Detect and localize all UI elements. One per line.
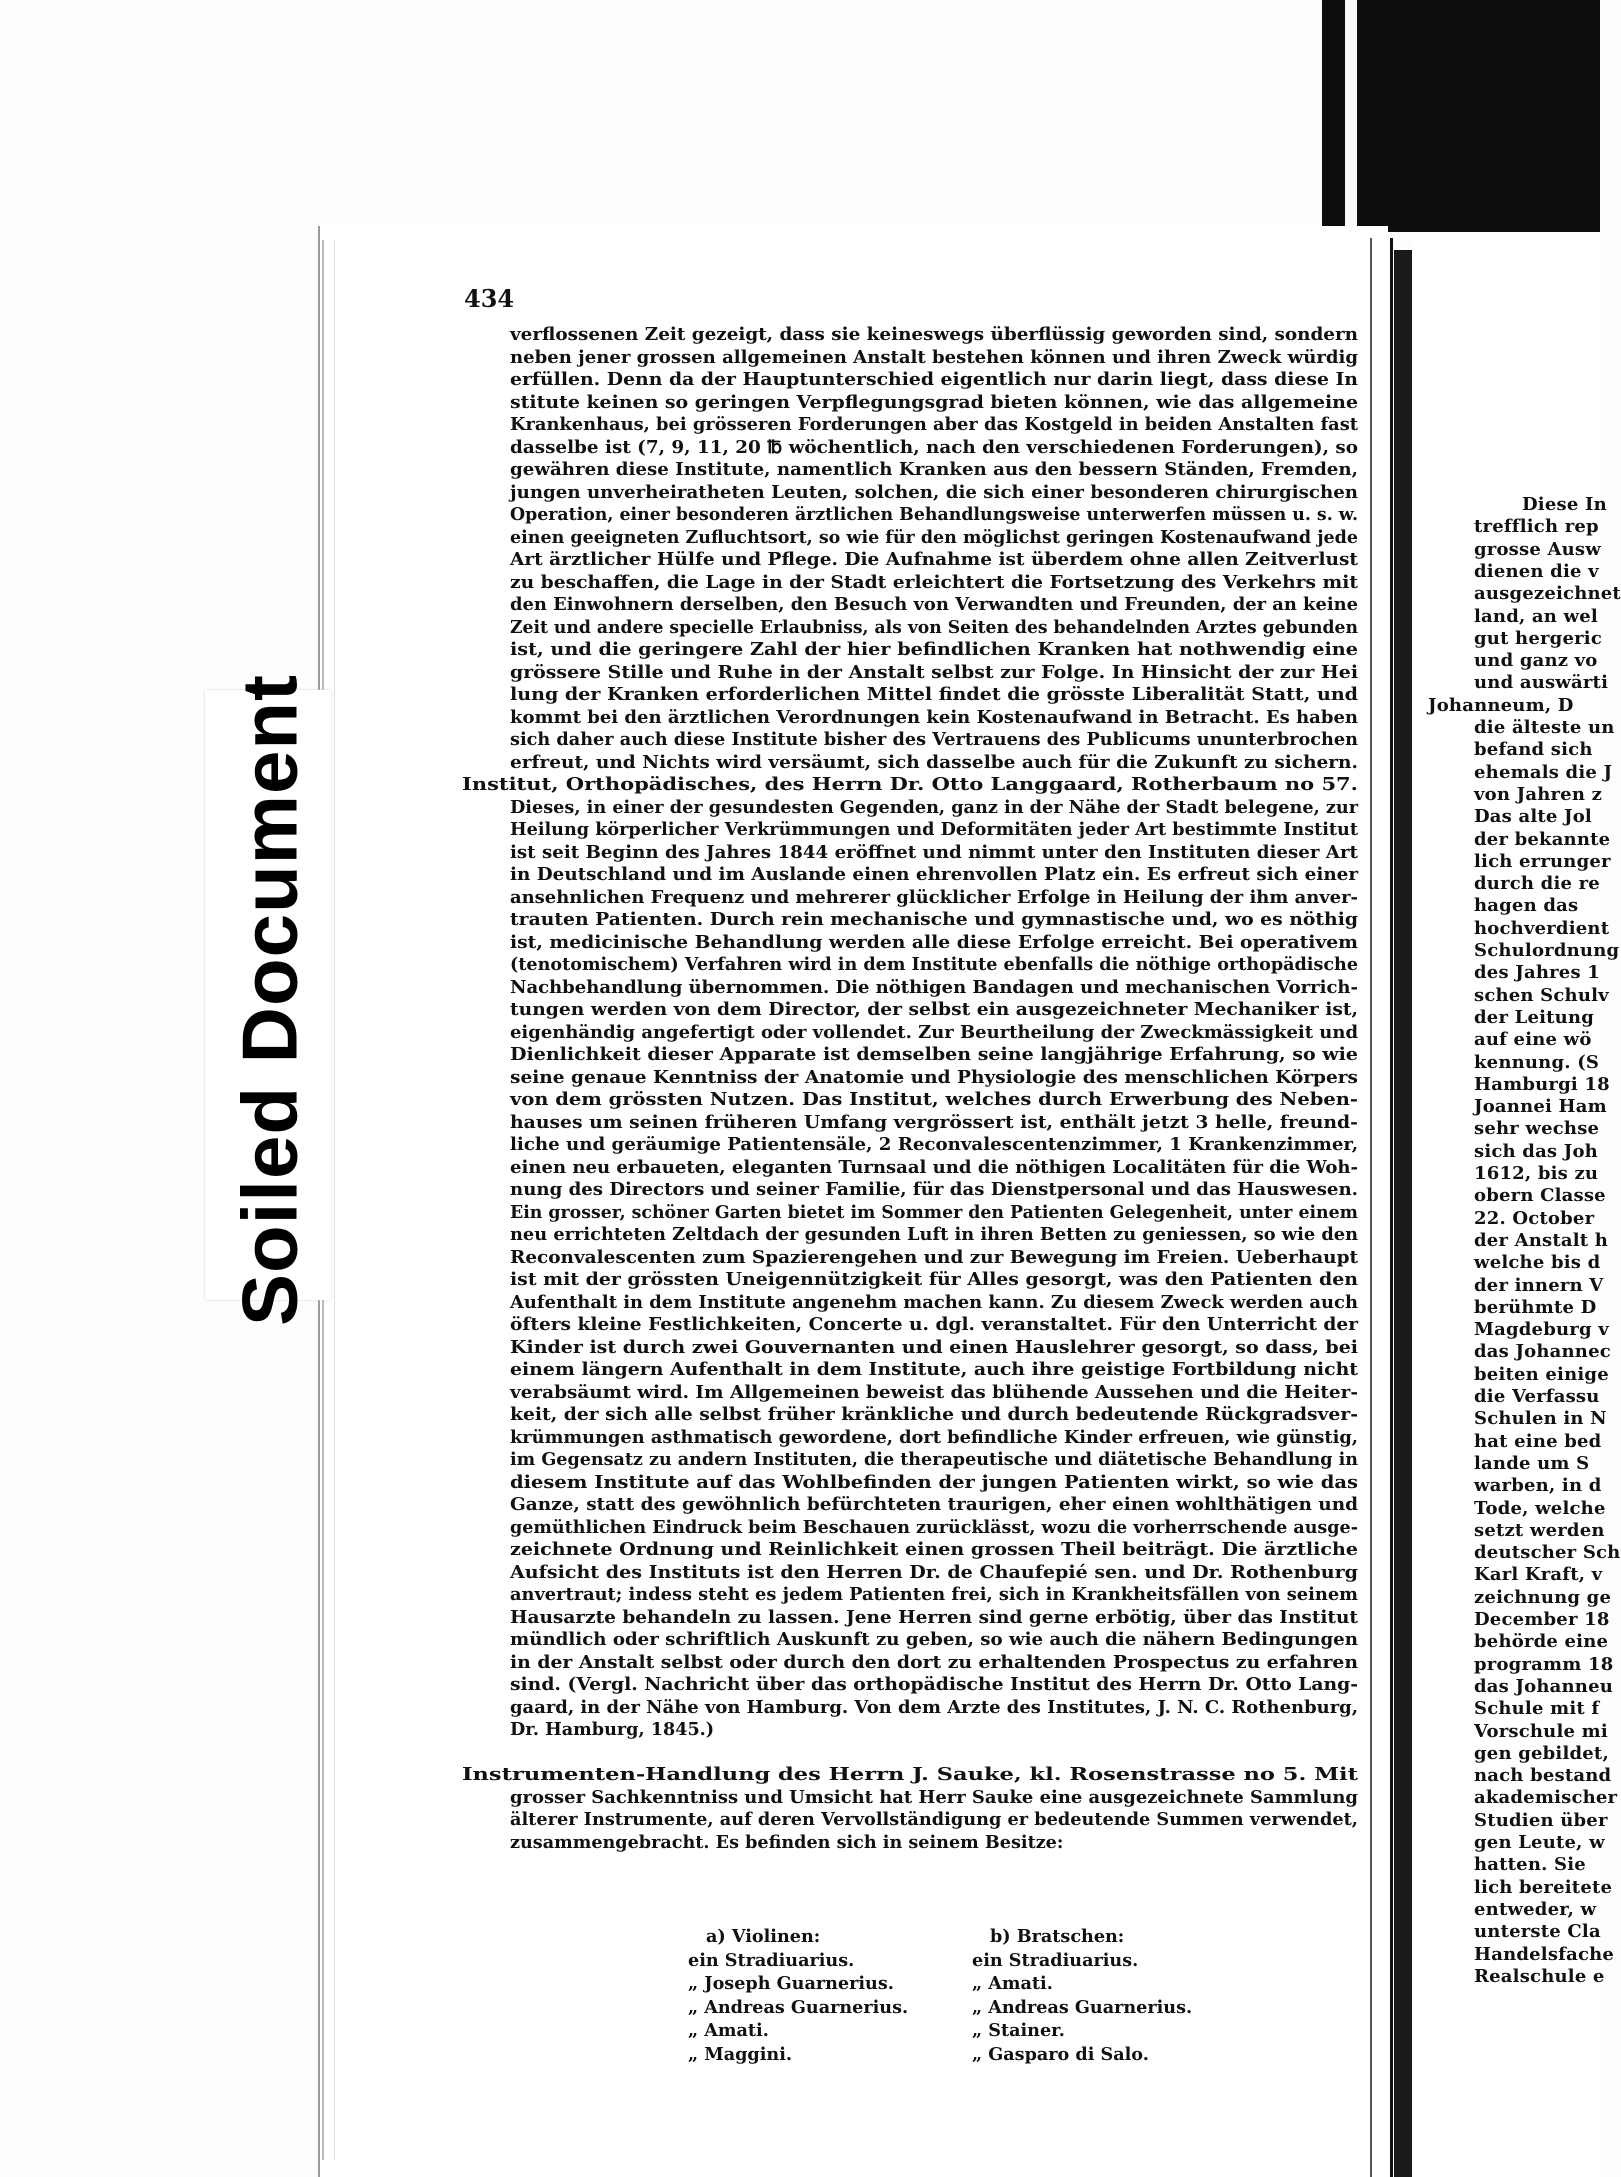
text-line: gaard, in der Nähe von Hamburg. Von dem Arzte des Institutes, J. N. C. Rothenburg, [510, 1696, 1358, 1718]
text-line: sich daher auch diese Institute bisher des Vertrauens des Publicums ununterbrochen [510, 729, 1358, 750]
right-page-text-line: warben, in d [1474, 1475, 1602, 1497]
text-line: grosser Sachkenntniss und Umsicht hat Herr Sauke eine ausgezeichnete Sammlung [510, 1786, 1358, 1808]
text-line: in der Anstalt selbst oder durch den dort zu erhaltenden Prospectus zu erfahren [510, 1651, 1358, 1673]
text-line: Hausarzte behandeln zu lassen. Jene Herren sind gerne erbötig, über das Institut [510, 1606, 1358, 1628]
text-line: keit, der sich alle selbst früher kränkliche und durch bedeutende Rückgradsver- [510, 1404, 1358, 1425]
text-line: sind. (Vergl. Nachricht über das orthopädische Institut des Herrn Dr. Otto Lang- [510, 1674, 1359, 1695]
right-page-text-line: schen Schulv [1474, 984, 1609, 1006]
page-number: 434 [464, 284, 515, 313]
text-line: zu beschaffen, die Lage in der Stadt erleichtert die Fortsetzung des Verkehrs mit [510, 571, 1358, 593]
right-page-text-line: nach bestand [1474, 1765, 1612, 1787]
text-line: Zeit und andere specielle Erlaubniss, als von Seiten des behandelnden Arztes gebunden [510, 616, 1358, 638]
right-page-text-line: Realschule e [1474, 1965, 1605, 1987]
text-line: liche und geräumige Patientensäle, 2 Reconvalescentenzimmer, 1 Krankenzimmer, [510, 1134, 1359, 1155]
text-line: stitute keinen so geringen Verpflegungsgrad bieten können, wie das allgemeine [510, 391, 1358, 413]
text-line: einen geeigneten Zufluchtsort, so wie für den möglichst geringen Kostenaufwand jede [510, 526, 1359, 548]
right-page-text-line: Karl Kraft, v [1474, 1564, 1603, 1586]
text-line: Kinder ist durch zwei Gouvernanten und einen Hauslehrer gesorgt, so dass, bei [510, 1336, 1359, 1358]
right-page-text-line: hatten. Sie [1474, 1854, 1586, 1876]
right-page-text-line: hagen das [1474, 895, 1579, 917]
text-line: mündlich oder schriftlich Auskunft zu geben, so wie auch die nähern Bedingungen [510, 1629, 1358, 1650]
right-page-text-line: Schulen in N [1474, 1408, 1607, 1430]
scan-background-strip [1345, 0, 1357, 232]
right-page-text-line: gen Leute, w [1474, 1832, 1605, 1853]
text-line: ist mit der grössten Uneigennützigkeit für Alles gesorgt, was den Patienten den [510, 1269, 1359, 1290]
text-line: diesem Institute auf das Wohlbefinden der jungen Patienten wirkt, so wie das [510, 1471, 1358, 1493]
text-line: neu errichteten Zeltdach der gesunden Luft in ihren Betten zu geniessen, so wie den [510, 1224, 1359, 1245]
right-page-text-line: durch die re [1474, 873, 1600, 895]
instrument-list-item: „ Andreas Guarnerius. [972, 1996, 1193, 2018]
right-page-text-line: gen gebildet, [1474, 1742, 1609, 1764]
right-page-text-line: beiten einige [1474, 1363, 1609, 1385]
right-page-text-line: die Verfassu [1474, 1386, 1600, 1407]
right-page-text-line: lich errunger [1474, 850, 1611, 872]
text-line: einen neu erbaueten, eleganten Turnsaal und die nöthigen Localitäten für die Woh- [510, 1156, 1358, 1178]
text-line: Art ärztlicher Hülfe und Pflege. Die Aufnahme ist überdem ohne allen Zeitverlust [510, 549, 1358, 570]
text-line: Operation, einer besonderen ärztlichen Behandlungsweise unterwerfen müssen u. s. w. [510, 504, 1358, 525]
text-line: gewähren diese Institute, namentlich Kranken aus den bessern Ständen, Fremden, [510, 459, 1358, 480]
right-page-text-line: obern Classe [1474, 1185, 1606, 1207]
right-page-text-line: ehemals die J [1474, 761, 1613, 783]
text-line: eigenhändig angefertigt oder vollendet. Zur Beurtheilung der Zweckmässigkeit und [510, 1021, 1359, 1043]
instrument-list-item: „ Maggini. [688, 2043, 793, 2065]
text-line: erfüllen. Denn da der Hauptunterschied eigentlich nur darin liegt, dass diese In [510, 369, 1358, 390]
right-page-text-line: Magdeburg v [1474, 1319, 1609, 1341]
text-line: tungen werden von dem Director, der selbst ein ausgezeichneter Mechaniker ist, [510, 999, 1359, 1020]
right-page-text-line: der innern V [1474, 1274, 1604, 1296]
right-page-text-line: dienen die v [1474, 560, 1599, 582]
text-line: gemüthlichen Eindruck beim Beschauen zurücklässt, wozu die vorherrschende ausge- [510, 1516, 1358, 1538]
text-line: zeichnete Ordnung und Reinlichkeit einen grossen Theil beiträgt. Die ärztliche [510, 1539, 1358, 1560]
text-line: hauses um seinen früheren Umfang vergrössert ist, enthält jetzt 3 helle, freund- [510, 1111, 1358, 1133]
text-line: Nachbehandlung übernommen. Die nöthigen Bandagen und mechanischen Vorrich- [510, 976, 1358, 998]
right-page-text-line: Schulordnung [1474, 940, 1620, 961]
instrument-list-item: „ Stainer. [972, 2020, 1065, 2041]
right-page-text-line: lich bereitete [1474, 1876, 1613, 1898]
right-page-text-line: der Anstalt h [1474, 1229, 1609, 1251]
right-page-text-line: kennung. (S [1474, 1051, 1600, 1073]
text-line: älterer Instrumente, auf deren Vervollständigung er bedeutende Summen verwendet, [510, 1809, 1358, 1830]
text-line: anvertraut; indess steht es jedem Patienten frei, sich in Krankheitsfällen von seinem [510, 1584, 1358, 1605]
watermark-label: Soiled Document [225, 673, 314, 1327]
right-page-text-line: der bekannte [1474, 828, 1611, 850]
text-line: kommt bei den ärztlichen Verordnungen kein Kostenaufwand in Betracht. Es haben [510, 706, 1359, 728]
right-page-text-line: Schule mit f [1474, 1698, 1600, 1720]
right-page-text-line: befand sich [1474, 739, 1593, 761]
right-page-text-line: hochverdient [1474, 917, 1610, 939]
text-line: Reconvalescenten zum Spazierengehen und zur Bewegung im Freien. Ueberhaupt [510, 1246, 1358, 1268]
instrument-list-item: „ Joseph Guarnerius. [688, 1973, 894, 1994]
right-page-text-line: Hamburgi 18 [1474, 1073, 1610, 1095]
right-page-text-line: auf eine wö [1474, 1029, 1592, 1051]
right-page-text-line: von Jahren z [1474, 783, 1602, 805]
text-line: grössere Stille und Ruhe in der Anstalt selbst zur Folge. In Hinsicht der zur Hei [510, 661, 1358, 683]
text-line: im Gegensatz zu andern Instituten, die therapeutische und diätetische Behandlung in [510, 1449, 1358, 1470]
text-line: Dr. Hamburg, 1845.) [510, 1719, 715, 1740]
instrument-list-item: „ Gasparo di Salo. [972, 2043, 1149, 2065]
right-page-text-line: 22. October [1474, 1207, 1595, 1229]
text-line: von dem grössten Nutzen. Das Institut, welches durch Erwerbung des Neben- [510, 1089, 1358, 1110]
right-page-text-line: Das alte Jol [1474, 806, 1592, 828]
text-line: Aufsicht des Instituts ist den Herren Dr. de Chaufepié sen. und Dr. Rothenburg [510, 1561, 1358, 1583]
text-line: Heilung körperlicher Verkrümmungen und Deformitäten jeder Art bestimmte Institut [510, 819, 1358, 840]
instrument-list-item: „ Andreas Guarnerius. [688, 1996, 909, 2018]
right-page-text-line: und ganz vo [1474, 650, 1598, 672]
text-line: krümmungen asthmatisch gewordene, dort befindliche Kinder erfreuen, wie günstig, [510, 1426, 1358, 1448]
text-line: zusammengebracht. Es befinden sich in seinem Besitze: [510, 1831, 1064, 1853]
right-page-text-line: ausgezeichnet [1474, 583, 1621, 605]
right-page-text-line: des Jahres 1 [1474, 962, 1600, 984]
right-page-text-line: Joannei Ham [1474, 1096, 1607, 1118]
text-line: verflossenen Zeit gezeigt, dass sie keineswegs überflüssig geworden sind, sondern [510, 324, 1359, 345]
text-line: ansehnlichen Frequenz und mehrerer glücklicher Erfolge in Heilung der ihm anver- [510, 886, 1359, 908]
scan-background-strip [1391, 0, 1600, 232]
text-line: Dienlichkeit dieser Apparate ist demselben seine langjährige Erfahrung, so wie [510, 1044, 1359, 1065]
right-page-text-line: 1612, bis zu [1474, 1163, 1599, 1184]
right-page-text-line: das Johanneu [1474, 1675, 1614, 1697]
text-line: Ein grosser, schöner Garten bietet im Sommer den Patienten Gelegenheit, unter einem [510, 1201, 1359, 1223]
right-page-text-line: land, an wel [1474, 605, 1598, 627]
instrument-list-item: „ Amati. [972, 1973, 1053, 1994]
right-page-text-line: gut hergeric [1474, 627, 1602, 649]
text-line: nung des Directors und seiner Familie, für das Dienstpersonal und das Hauswesen. [510, 1179, 1358, 1200]
text-line: trauten Patienten. Durch rein mechanische und gymnastische und, wo es nöthig [510, 909, 1358, 930]
right-page-text-line: sich das Joh [1474, 1140, 1598, 1162]
text-line: in Deutschland und im Auslande einen ehrenvollen Platz ein. Es erfreut sich einer [510, 864, 1359, 885]
right-page-text-line: der Leitung [1474, 1006, 1595, 1028]
text-line: jungen unverheiratheten Leuten, solchen, die sich einer besonderen chirurgischen [510, 481, 1359, 503]
right-page-text-line: zeichnung ge [1474, 1586, 1612, 1608]
instrument-list-item: ein Stradiuarius. [972, 1949, 1139, 1971]
text-line: ist seit Beginn des Jahres 1844 eröffnet und nimmt unter den Instituten dieser Art [510, 841, 1358, 863]
text-line: einem längern Aufenthalt in dem Institute, auch ihre geistige Fortbildung nicht [510, 1359, 1359, 1380]
text-line: dasselbe ist (7, 9, 11, 20 ℔ wöchentlich, nach den verschiedenen Forderungen), so [510, 436, 1358, 458]
right-page-text-line: December 18 [1474, 1609, 1610, 1630]
right-page-text-line: setzt werden [1474, 1519, 1605, 1541]
right-page-text-line: lande um S [1474, 1452, 1590, 1474]
instrument-list-item: „ Amati. [688, 2020, 769, 2041]
right-page-text-line: das Johannec [1474, 1341, 1611, 1363]
text-line: neben jener grossen allgemeinen Anstalt bestehen können und ihren Zweck würdig [510, 346, 1358, 368]
text-line: verabsäumt wird. Im Allgemeinen beweist das blühende Aussehen und die Heiter- [510, 1381, 1358, 1403]
text-line: ist, medicinische Behandlung werden alle diese Erfolge erreicht. Bei operativem [510, 931, 1358, 953]
right-page-text-line: trefflich rep [1474, 516, 1599, 538]
right-page-text-line: entweder, w [1474, 1898, 1597, 1920]
right-page-text-line: Studien über [1474, 1809, 1608, 1831]
right-page-text-line: Johanneum, D [1428, 694, 1574, 716]
text-line: Institut, Orthopädisches, des Herrn Dr. Otto Langgaard, Rotherbaum no 57. [462, 774, 1358, 795]
text-line: erfreut, und Nichts wird versäumt, sich dasselbe auch für die Zukunft zu sichern. [510, 751, 1358, 773]
right-page-text-line: programm 18 [1474, 1653, 1614, 1675]
text-line: seine genaue Kenntniss der Anatomie und Physiologie des menschlichen Körpers [510, 1066, 1358, 1088]
text-line: Dieses, in einer der gesundesten Gegenden, ganz in der Nähe der Stadt belegene, zur [510, 796, 1359, 818]
right-page-text-line: und auswärti [1474, 672, 1609, 694]
text-line: den Einwohnern derselben, den Besuch von Verwandten und Freunden, der an keine [510, 594, 1358, 615]
book-gutter [1370, 238, 1393, 2177]
right-page-text-line: berühmte D [1474, 1296, 1597, 1318]
right-page-text-line: welche bis d [1474, 1252, 1601, 1274]
right-page-text-line: deutscher Sch [1474, 1542, 1621, 1564]
right-page-text-line: unterste Cla [1474, 1921, 1601, 1943]
right-page-text-line: hat eine bed [1474, 1430, 1602, 1452]
right-page-text-line: Handelsfache [1474, 1943, 1615, 1965]
instrument-list-item: ein Stradiuarius. [688, 1949, 855, 1971]
text-line: Ganze, statt des gewöhnlich befürchteten traurigen, eher einen wohlthätigen und [510, 1494, 1359, 1515]
instrument-list-item: b) Bratschen: [990, 1926, 1125, 1947]
text-line: Instrumenten-Handlung des Herrn J. Sauke, kl. Rosenstrasse no 5. Mit [462, 1764, 1358, 1785]
right-page-text-line: Tode, welche [1474, 1497, 1606, 1519]
text-line: lung der Kranken erforderlichen Mittel findet die grösste Liberalität Statt, und [510, 684, 1359, 705]
right-page [1412, 238, 1621, 2177]
instrument-list-item: a) Violinen: [706, 1926, 821, 1947]
text-line: Krankenhaus, bei grösseren Forderungen aber das Kostgeld in beiden Anstalten fast [510, 414, 1359, 435]
right-page-text-line: die älteste un [1474, 717, 1615, 738]
right-page-text-line: grosse Ausw [1474, 538, 1601, 560]
gutter-shadow [1394, 250, 1412, 2177]
scan-background-strip [1322, 0, 1345, 232]
scan-background-strip [1357, 0, 1391, 232]
text-line: (tenotomischem) Verfahren wird in dem Institute ebenfalls die nöthige orthopädische [510, 954, 1359, 975]
right-page-text-line: Diese In [1522, 494, 1607, 515]
right-page-text-line: akademischer [1474, 1787, 1618, 1809]
right-page-text-line: behörde eine [1474, 1631, 1609, 1653]
right-page-text-line: Vorschule mi [1474, 1720, 1608, 1742]
right-page-text-line: sehr wechse [1474, 1118, 1600, 1140]
text-line: öfters kleine Festlichkeiten, Concerte u. dgl. veranstaltet. Für den Unterricht der [510, 1314, 1358, 1335]
text-line: Aufenthalt in dem Institute angenehm machen kann. Zu diesem Zweck werden auch [510, 1291, 1358, 1313]
text-line: ist, und die geringere Zahl der hier befindlichen Kranken hat nothwendig eine [510, 639, 1358, 660]
